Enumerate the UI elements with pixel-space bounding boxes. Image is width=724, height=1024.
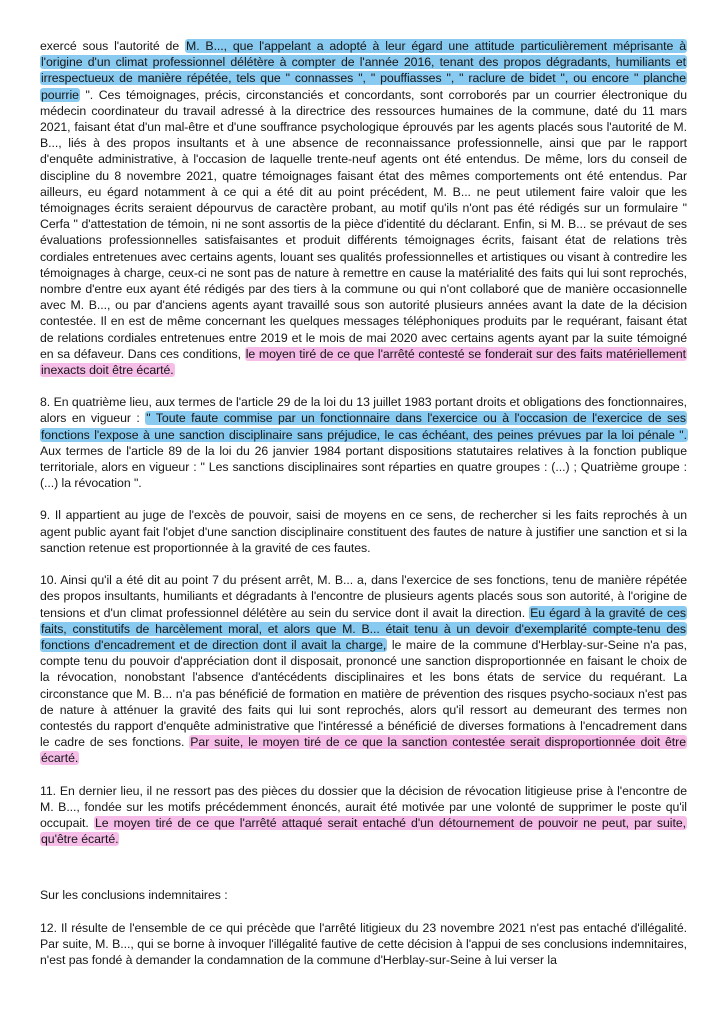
paragraph-9: 9. Il appartient au juge de l'excès de pouvoir, saisi de moyens en ce sens, de rechercher si les faits reprochés à un agent public ayant fait l'objet d'une sanction disciplinaire constituent des fautes de nature à justifier une sanction et si la sanction retenue est proportionnée à la gravité de ces fautes. <box>40 508 687 555</box>
para7-blue-highlight: M. B..., que l'appelant a adopté à leur égard une attitude particulièrement méprisante à l'origine d'un climat professionnel délétère à compter de l'année 2016, tenant des propos dégradants, humiliants et irrespectueux de manière répétée, tels que " connasses ", " pouffiasses ", " raclure de bidet ", ou encore " planche pourrie <box>41 39 686 102</box>
para7-text-start: exercé sous l'autorité de <box>40 39 180 53</box>
paragraph-12: 12. Il résulte de l'ensemble de ce qui précède que l'arrêté litigieux du 23 novembre 2021 n'est pas entaché d'illégalité. Par suite, M. B..., qui se borne à invoquer l'illégalité fautive de cette décision à l'appui de ses conclusions indemnitaires, n'est pas fondé à demander la condamnation de la commune d'Herblay-sur-Seine à lui verser la <box>40 920 687 967</box>
para10-text-body: le maire de la commune d'Herblay-sur-Seine n'a pas, compte tenu du pouvoir d'appréciation dont il disposait, prononcé une sanction disproportionnée en faisant le choix de la révocation, nonobstant l'absence d'antécédents disciplinaires et les bons états de service du requérant. La circonstance que M. B... n'a pas bénéficié de formation en matière de prévention des risques psycho-sociaux n'est pas de nature à atténuer la gravité des faits qui lui sont reprochés, alors qu'il ressort au demeurant des termes non contestés du rapport d'enquête administrative que l'intéressé a bénéficié de diverses formations à l'encadrement dans le cadre de ses fonctions. <box>40 637 687 750</box>
paragraph-7-continued <box>40 38 687 378</box>
paragraph-10 <box>40 572 687 766</box>
section-heading-indemnitaires: Sur les conclusions indemnitaires : <box>40 888 228 903</box>
paragraph-8 <box>40 394 687 491</box>
para8-blue-highlight: " Toute faute commise par un fonctionnaire dans l'exercice ou à l'occasion de l'exercice de ses fonctions l'expose à une sanction disciplinaire sans préjudice, le cas échéant, des peines prévues par la loi pénale ". <box>41 411 687 442</box>
para8-text-start: 8. En quatrième lieu, aux termes de l'article 29 de la loi du 13 juillet 1983 portant droits et obligations des fonctionnaires, alors en vigueur : <box>40 395 687 426</box>
para10-blue-highlight: Eu égard à la gravité de ces faits, constitutifs de harcèlement moral, et alors que M. B... était tenu à un devoir d'exemplarité compte-tenu des fonctions d'encadrement et de direction dont il avait la charge, <box>41 605 686 652</box>
para10-pink-highlight: Par suite, le moyen tiré de ce que la sanction contestée serait disproportionnée doit être écarté. <box>41 735 686 766</box>
para10-text-start: 10. Ainsi qu'il a été dit au point 7 du présent arrêt, M. B... a, dans l'exercice de ses fonctions, tenu de manière répétée des propos insultants, humiliants et dégradants à l'encontre de plusieurs agents placés sous son autorité, à l'origine de tensions et d'un climat professionnel délétère au sein du service dont il avait la direction. <box>40 573 687 620</box>
para8-text-end: Aux termes de l'article 89 de la loi du 26 janvier 1984 portant dispositions statutaires relatives à la fonction publique territoriale, alors en vigueur : " Les sanctions disciplinaires sont réparties en quatre groupes : (...) ; Quatrième groupe : (...) la révocation ". <box>40 443 687 491</box>
paragraph-11 <box>40 783 687 848</box>
para7-text-body: ". Ces témoignages, précis, circonstanciés et concordants, sont corroborés par un courrier électronique du médecin coordinateur du travail adressé à la directrice des ressources humaines de la commune, daté du 11 mars 2021, faisant état d'un mal-être et d'une souffrance psychologique éprouvés par les agents placés sous l'autorité de M. B..., liés à des propos insultants et à une absence de reconnaissance professionnelle, ainsi que par le rapport d'enquête administrative, à l'occasion de laquelle trente-neuf agents ont été entendus. De même, lors du conseil de discipline du 8 novembre 2021, quatre témoignages faisant état des mêmes comportements ont été entendus. Par ailleurs, eu égard notamment à ce qui a été dit au point précédent, M. B... ne peut utilement faire valoir que les témoignages écrits seraient dépourvus de caractère probant, au motif qu'ils n'ont pas été rédigés sur un formulaire " Cerfa " d'attestation de témoin, ni ne sont assortis de la pièce d'identité du déclarant. Enfin, si M. B... se prévaut de ses évaluations professionnelles satisfaisantes et produit différents témoignages écrits, faisant état de relations très cordiales entretenues avec certains agents, louant ses qualités professionnelles et artistiques ou visant à contredire les témoignages à charge, ceux-ci ne sont pas de nature à remettre en cause la matérialité des faits qui lui sont reprochés, nombre d'entre eux ayant été rédigés par des tiers à la commune ou qui n'ont collaboré que de manière occasionnelle avec M. B..., ou par d'anciens agents ayant travaillé sous son autorité plusieurs années avant la date de la décision contestée. Il en est de même concernant les quelques messages téléphoniques produits par le requérant, faisant état de relations cordiales entretenues entre 2019 et le mois de mai 2020 avec certains agents ayant par la suite témoigné en sa défaveur. Dans ces conditions, <box>40 87 687 361</box>
para11-pink-highlight: Le moyen tiré de ce que l'arrêté attaqué serait entaché d'un détournement de pouvoir ne peut, par suite, qu'être écarté. <box>41 815 686 847</box>
para11-text-start: 11. En dernier lieu, il ne ressort pas des pièces du dossier que la décision de révocation litigieuse prise à l'encontre de M. B..., fondée sur les motifs précédemment énoncés, aurait été motivée par une volonté de supprimer le poste qu'il occupait. <box>40 783 687 830</box>
para7-pink-highlight: le moyen tiré de ce que l'arrêté contesté se fonderait sur des faits matériellement inexacts doit être écarté. <box>41 346 686 378</box>
